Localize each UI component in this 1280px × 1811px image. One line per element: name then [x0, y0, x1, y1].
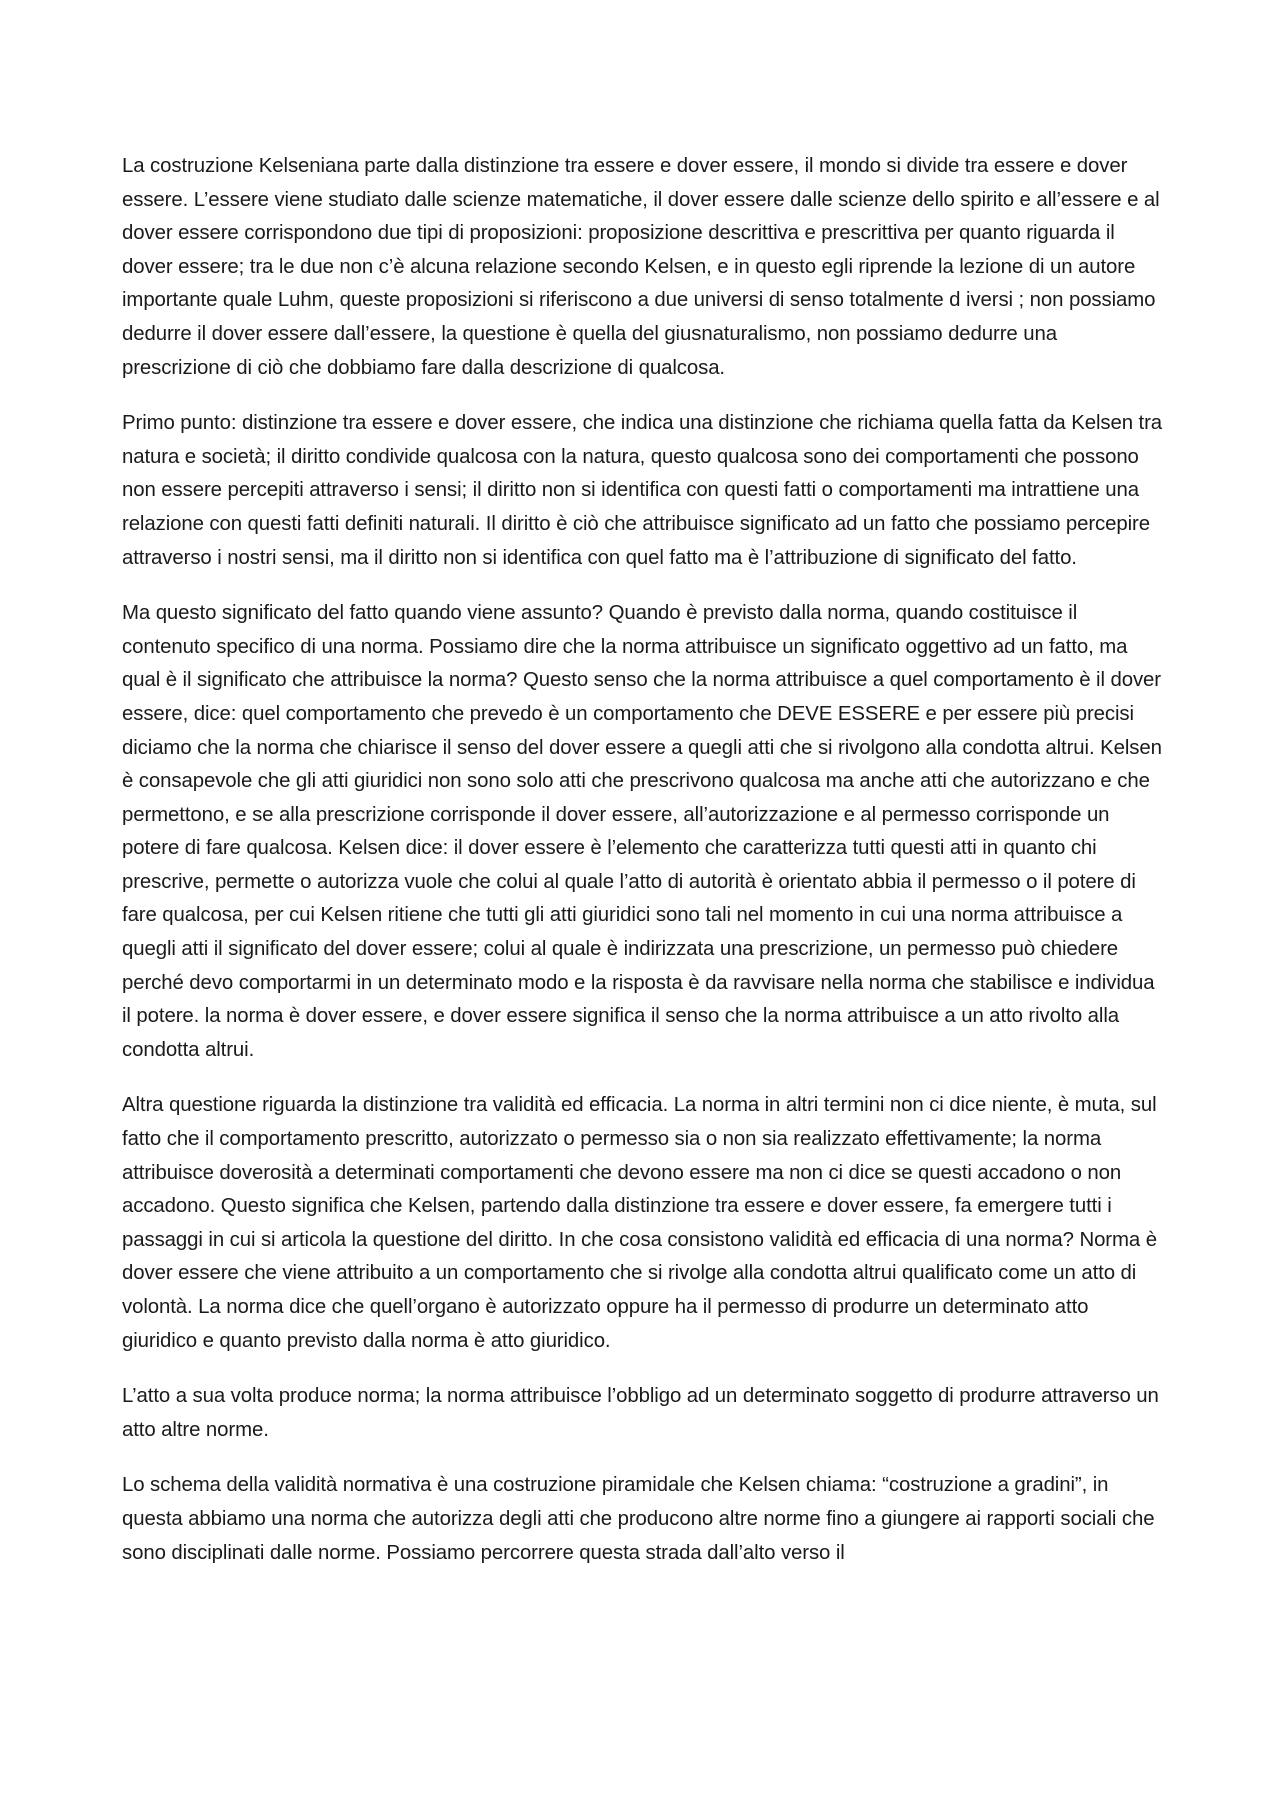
paragraph-6: Lo schema della validità normativa è una costruzione piramidale che Kelsen chiama: “costruzione a gradini”, in questa abbiamo una norma che autorizza degli atti che producono altre norme fino a giungere ai rapporti sociali che sono disciplinati dalle norme. Possiamo percorrere questa strada dall’alto verso il [122, 1474, 1155, 1564]
paragraph-4: Altra questione riguarda la distinzione tra validità ed efficacia. La norma in altri termini non ci dice niente, è muta, sul fatto che il comportamento prescritto, autorizzato o permesso sia o non sia realizzato effettivamente; la norma attribuisce doverosità a determinati comportamenti che devono essere ma non ci dice se questi accadono o non accadono. Questo significa che Kelsen, partendo dalla distinzione tra essere e dover essere, fa emergere tutti i passaggi in cui si articola la questione del diritto. In che cosa consistono validità ed efficacia di una norma? Norma è dover essere che viene attribuito a un comportamento che si rivolge alla condotta altrui qualificato come un atto di volontà. La norma dice che quell’organo è autorizzato oppure ha il permesso di produrre un determinato atto giuridico e quanto previsto dalla norma è atto giuridico. [122, 1094, 1157, 1352]
paragraph-3: Ma questo significato del fatto quando viene assunto? Quando è previsto dalla norma, quando costituisce il contenuto specifico di una norma. Possiamo dire che la norma attribuisce un significato oggettivo ad un fatto, ma qual è il significato che attribuisce la norma? Questo senso che la norma attribuisce a quel comportamento è il dover essere, dice: quel comportamento che prevedo è un comportamento che DEVE ESSERE e per essere più precisi diciamo che la norma che chiarisce il senso del dover essere a quegli atti che si rivolgono alla condotta altrui. Kelsen è consapevole che gli atti giuridici non sono solo atti che prescrivono qualcosa ma anche atti che autorizzano e che permettono, e se alla prescrizione corrisponde il dover essere, all’autorizzazione e al permesso corrisponde un potere di fare qualcosa. Kelsen dice: il dover essere è l’elemento che caratterizza tutti questi atti in quanto chi prescrive, permette o autorizza vuole che colui al quale l’atto di autorità è orientato abbia il permesso o il potere di fare qualcosa, per cui Kelsen ritiene che tutti gli atti giuridici sono tali nel momento in cui una norma attribuisce a quegli atti il significato del dover essere; colui al quale è indirizzata una prescrizione, un permesso può chiedere perché devo comportarmi in un determinato modo e la risposta è da ravvisare nella norma che stabilisce e individua il potere. la norma è dover essere, e dover essere significa il senso che la norma attribuisce a un atto rivolto alla condotta altrui. [122, 602, 1162, 1061]
paragraph-5: L’atto a sua volta produce norma; la norma attribuisce l’obbligo ad un determinato soggetto di produrre attraverso un atto altre norme. [122, 1385, 1159, 1441]
paragraph-2: Primo punto: distinzione tra essere e dover essere, che indica una distinzione che richiama quella fatta da Kelsen tra natura e società; il diritto condivide qualcosa con la natura, questo qualcosa sono dei comportamenti che possono non essere percepiti attraverso i sensi; il diritto non si identifica con questi fatti o comportamenti ma intrattiene una relazione con questi fatti definiti naturali. Il diritto è ciò che attribuisce significato ad un fatto che possiamo percepire attraverso i nostri sensi, ma il diritto non si identifica con quel fatto ma è l’attribuzione di significato del fatto. [122, 412, 1163, 569]
paragraph-1: La costruzione Kelseniana parte dalla distinzione tra essere e dover essere, il mondo si divide tra essere e dover essere. L’essere viene studiato dalle scienze matematiche, il dover essere dalle scienze dello spirito e all’essere e al dover essere corrispondono due tipi di proposizioni: proposizione descrittiva e prescrittiva per quanto riguarda il dover essere; tra le due non c’è alcuna relazione secondo Kelsen, e in questo egli riprende la lezione di un autore importante quale Luhm, queste proposizioni si riferiscono a due universi di senso totalmente d iversi ; non possiamo dedurre il dover essere dall’essere, la questione è quella del giusnaturalismo, non possiamo dedurre una prescrizione di ciò che dobbiamo fare dalla descrizione di qualcosa. [122, 155, 1160, 379]
document-body [122, 150, 1168, 1592]
